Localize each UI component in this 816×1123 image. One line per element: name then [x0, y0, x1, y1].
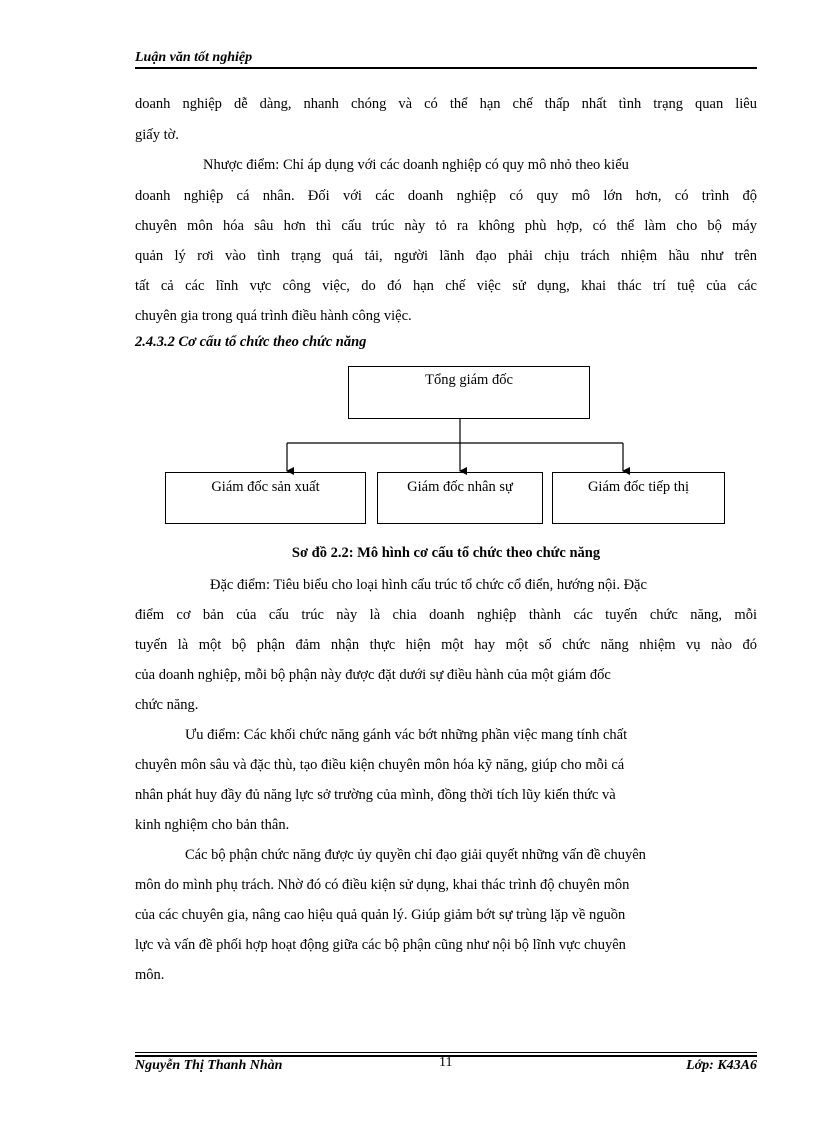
para3-line2: điểm cơ bản của cấu trúc này là chia doanh nghiệp thành các tuyến chức năng, mỗi: [135, 607, 757, 623]
para5-line1: Các bộ phận chức năng được ủy quyền chỉ đạo giải quyết những vấn đề chuyên: [185, 847, 646, 863]
para3-line5: chức năng.: [135, 697, 199, 713]
footer-page-number: 11: [439, 1055, 453, 1070]
para1-line1: doanh nghiệp dễ dàng, nhanh chóng và có thể hạn chế thấp nhất tình trạng quan liêu: [135, 96, 757, 112]
para2-line2: doanh nghiệp cá nhân. Đối với các doanh nghiệp có quy mô lớn hơn, có trình độ: [135, 188, 757, 204]
para1-line2: giấy tờ.: [135, 127, 179, 143]
para2-line1: Nhược điểm: Chỉ áp dụng với các doanh nghiệp có quy mô nhỏ theo kiểu: [203, 157, 629, 173]
para5-line2: môn do mình phụ trách. Nhờ đó có điều kiện sử dụng, khai thác trình độ chuyên môn: [135, 877, 630, 893]
org-box-production: Giám đốc sản xuất: [165, 472, 366, 524]
para5-line4: lực và vấn đề phối hợp hoạt động giữa các bộ phận cũng như nội bộ lĩnh vực chuyên: [135, 937, 626, 953]
footer-class: Lớp: K43A6: [686, 1058, 757, 1073]
para3-line1: Đặc điểm: Tiêu biểu cho loại hình cấu trúc tổ chức cổ điển, hướng nội. Đặc: [210, 577, 647, 593]
running-header: Luận văn tốt nghiệp: [135, 50, 253, 65]
para4-line2: chuyên môn sâu và đặc thù, tạo điều kiện chuyên môn hóa kỹ năng, giúp cho mỗi cá: [135, 757, 625, 773]
para2-line6: chuyên gia trong quá trình điều hành công việc.: [135, 308, 412, 324]
para2-line5: tất cả các lĩnh vực công việc, do đó hạn chế việc sử dụng, khai thác trí tuệ của các: [135, 278, 757, 294]
section-heading: 2.4.3.2 Cơ cấu tổ chức theo chức năng: [135, 334, 367, 350]
para4-line3: nhân phát huy đầy đủ năng lực sở trường của mình, đồng thời tích lũy kiến thức và: [135, 787, 616, 803]
para4-line4: kinh nghiệm cho bản thân.: [135, 817, 290, 833]
para3-line4: của doanh nghiệp, mỗi bộ phận này được đặt dưới sự điều hành của một giám đốc: [135, 667, 611, 683]
diagram-caption: Sơ đồ 2.2: Mô hình cơ cấu tổ chức theo chức năng: [291, 545, 601, 561]
org-box-ceo: Tổng giám đốc: [348, 366, 590, 419]
org-box-hr: Giám đốc nhân sự: [377, 472, 543, 524]
para4-line1: Ưu điểm: Các khối chức năng gánh vác bớt những phần việc mang tính chất: [185, 727, 628, 743]
para3-line3: tuyến là một bộ phận đảm nhận thực hiện một hay một số chức năng nhiệm vụ nào đó: [135, 637, 757, 653]
para2-line4: quản lý rơi vào tình trạng quá tải, người lãnh đạo phải chịu trách nhiệm hầu như trên: [135, 248, 757, 264]
para5-line5: môn.: [135, 967, 165, 983]
para2-line3: chuyên môn hóa sâu hơn thì cấu trúc này tỏ ra không phù hợp, có thể làm cho bộ máy: [135, 218, 757, 234]
para5-line3: của các chuyên gia, nâng cao hiệu quả quản lý. Giúp giảm bớt sự trùng lặp về nguồn: [135, 907, 626, 923]
org-box-marketing: Giám đốc tiếp thị: [552, 472, 725, 524]
footer-rule-thin: [135, 1052, 757, 1053]
footer-author: Nguyễn Thị Thanh Nhàn: [135, 1058, 283, 1073]
